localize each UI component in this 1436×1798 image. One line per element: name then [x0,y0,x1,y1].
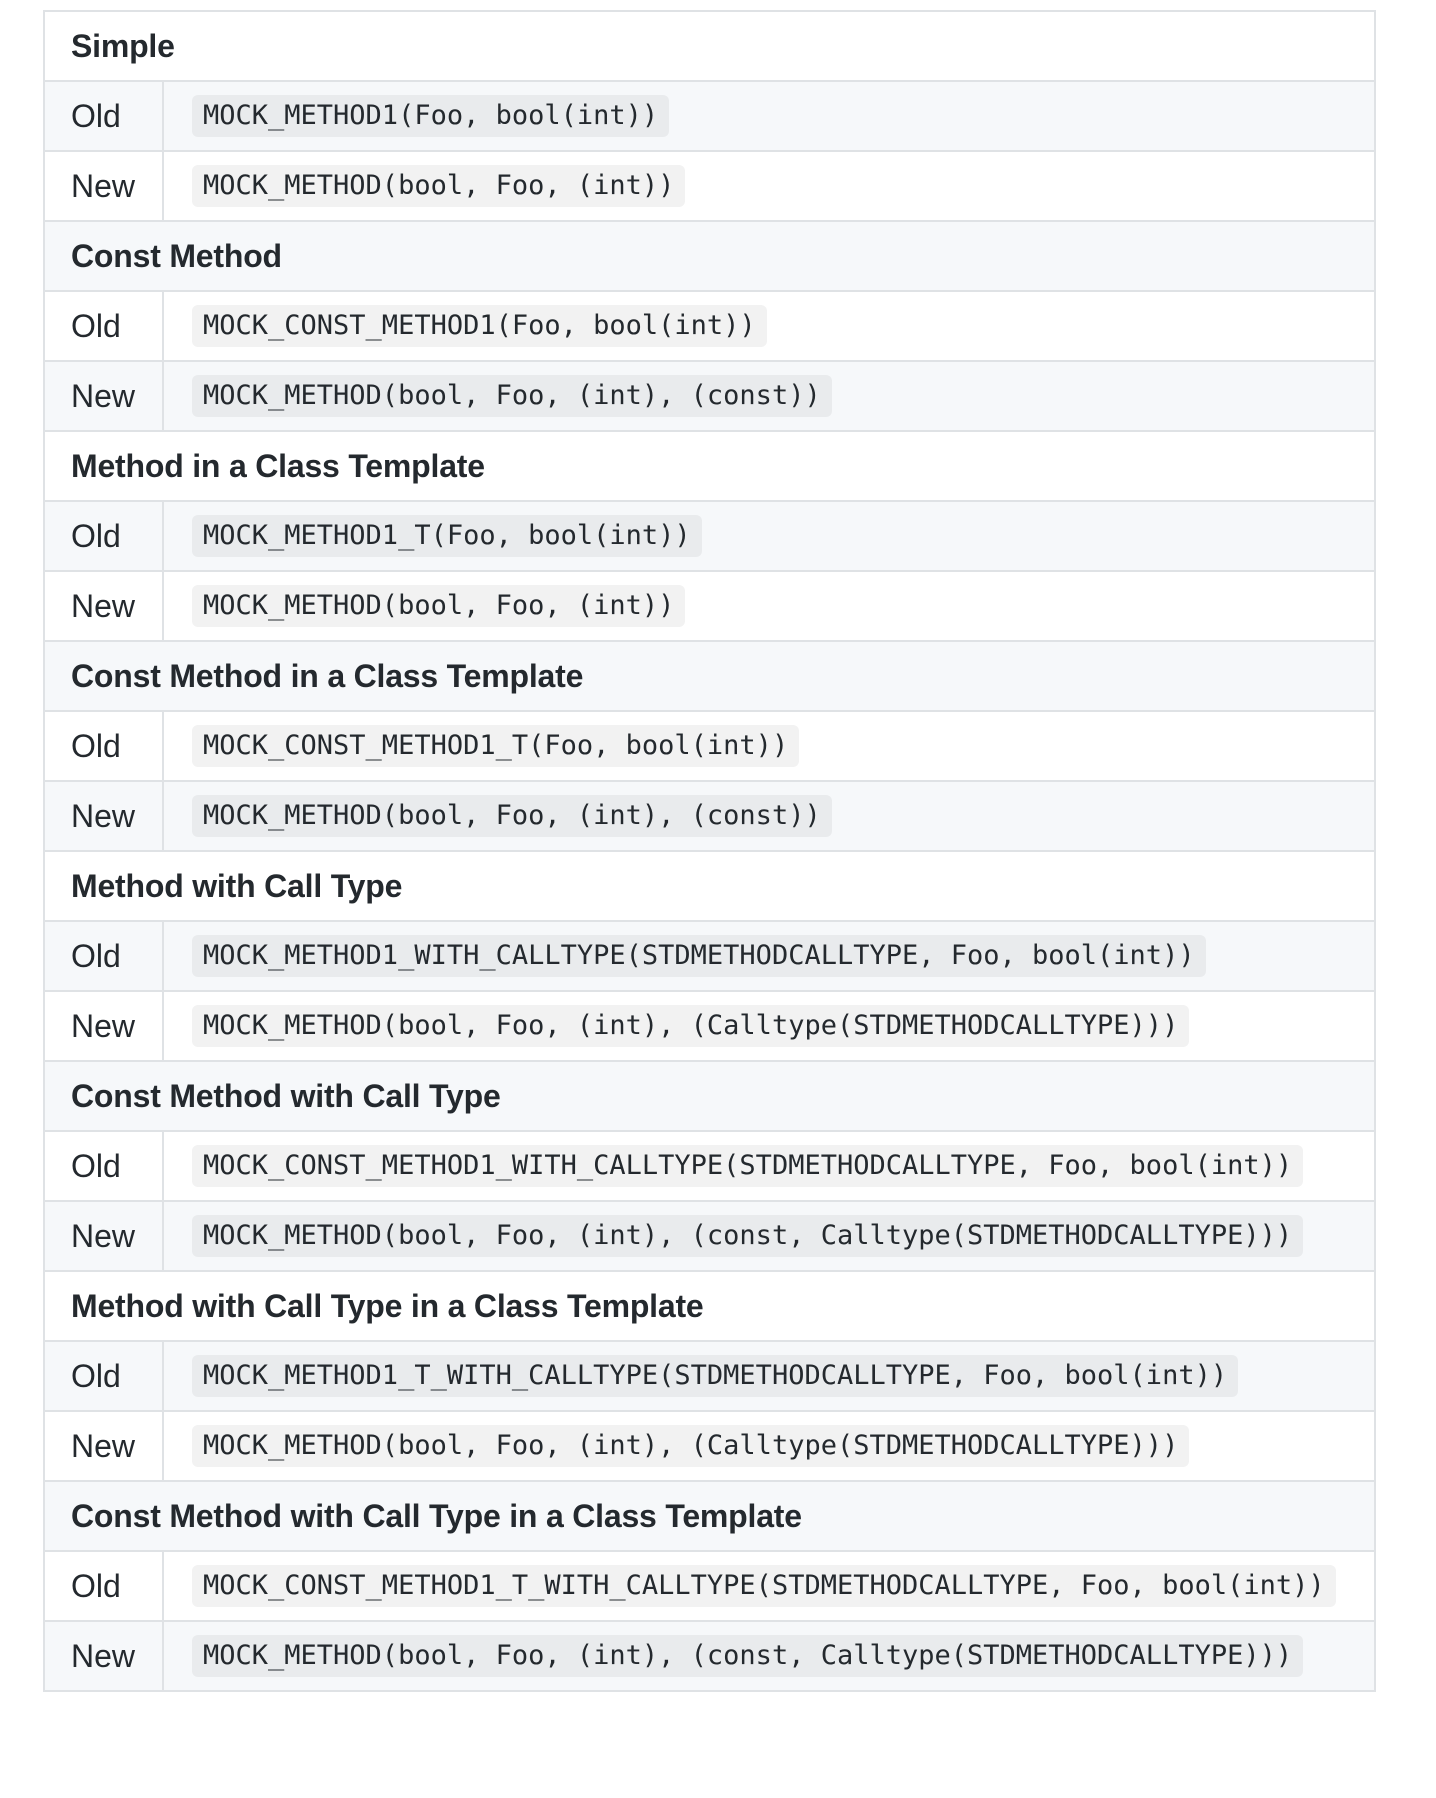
table-row [44,501,1375,571]
old-label: Old [44,1341,163,1411]
migration-table [43,10,1376,1692]
old-label: Old [44,921,163,991]
migration-table-container [43,10,1374,1692]
old-code: MOCK_CONST_METHOD1_T(Foo, bool(int)) [192,725,799,767]
section-row [44,1481,1375,1551]
table-row [44,1131,1375,1201]
new-code: MOCK_METHOD(bool, Foo, (int), (const, Calltype(STDMETHODCALLTYPE))) [192,1635,1303,1677]
table-row [44,151,1375,221]
section-row [44,851,1375,921]
new-label: New [44,151,163,221]
table-row [44,1341,1375,1411]
section-row [44,221,1375,291]
section-row [44,431,1375,501]
section-row [44,11,1375,81]
new-label: New [44,1621,163,1691]
section-title: Simple [44,11,1375,81]
table-row [44,571,1375,641]
section-title: Method with Call Type [44,851,1375,921]
new-label: New [44,991,163,1061]
table-row [44,921,1375,991]
section-row [44,1271,1375,1341]
new-code: MOCK_METHOD(bool, Foo, (int), (Calltype(STDMETHODCALLTYPE))) [192,1425,1189,1467]
new-code: MOCK_METHOD(bool, Foo, (int), (const)) [192,795,832,837]
section-title: Const Method with Call Type in a Class Template [44,1481,1375,1551]
section-row [44,641,1375,711]
old-label: Old [44,81,163,151]
table-row [44,781,1375,851]
table-row [44,361,1375,431]
table-row [44,81,1375,151]
new-code: MOCK_METHOD(bool, Foo, (int), (const)) [192,375,832,417]
table-row [44,991,1375,1061]
table-row [44,1411,1375,1481]
old-label: Old [44,711,163,781]
table-row [44,1201,1375,1271]
table-row [44,1621,1375,1691]
old-code: MOCK_CONST_METHOD1(Foo, bool(int)) [192,305,767,347]
old-label: Old [44,501,163,571]
table-row [44,291,1375,361]
old-code: MOCK_CONST_METHOD1_WITH_CALLTYPE(STDMETHODCALLTYPE, Foo, bool(int)) [192,1145,1303,1187]
new-label: New [44,361,163,431]
old-label: Old [44,1131,163,1201]
old-code: MOCK_METHOD1_T_WITH_CALLTYPE(STDMETHODCALLTYPE, Foo, bool(int)) [192,1355,1238,1397]
old-label: Old [44,1551,163,1621]
section-row [44,1061,1375,1131]
new-label: New [44,1201,163,1271]
section-title: Method in a Class Template [44,431,1375,501]
new-label: New [44,571,163,641]
table-row [44,1551,1375,1621]
section-title: Const Method in a Class Template [44,641,1375,711]
new-code: MOCK_METHOD(bool, Foo, (int)) [192,585,685,627]
new-code: MOCK_METHOD(bool, Foo, (int), (Calltype(STDMETHODCALLTYPE))) [192,1005,1189,1047]
old-code: MOCK_METHOD1_T(Foo, bool(int)) [192,515,702,557]
new-code: MOCK_METHOD(bool, Foo, (int)) [192,165,685,207]
section-title: Const Method with Call Type [44,1061,1375,1131]
old-code: MOCK_CONST_METHOD1_T_WITH_CALLTYPE(STDMETHODCALLTYPE, Foo, bool(int)) [192,1565,1336,1607]
old-label: Old [44,291,163,361]
old-code: MOCK_METHOD1_WITH_CALLTYPE(STDMETHODCALLTYPE, Foo, bool(int)) [192,935,1206,977]
table-row [44,711,1375,781]
old-code: MOCK_METHOD1(Foo, bool(int)) [192,95,669,137]
section-title: Method with Call Type in a Class Template [44,1271,1375,1341]
new-code: MOCK_METHOD(bool, Foo, (int), (const, Calltype(STDMETHODCALLTYPE))) [192,1215,1303,1257]
new-label: New [44,1411,163,1481]
section-title: Const Method [44,221,1375,291]
new-label: New [44,781,163,851]
